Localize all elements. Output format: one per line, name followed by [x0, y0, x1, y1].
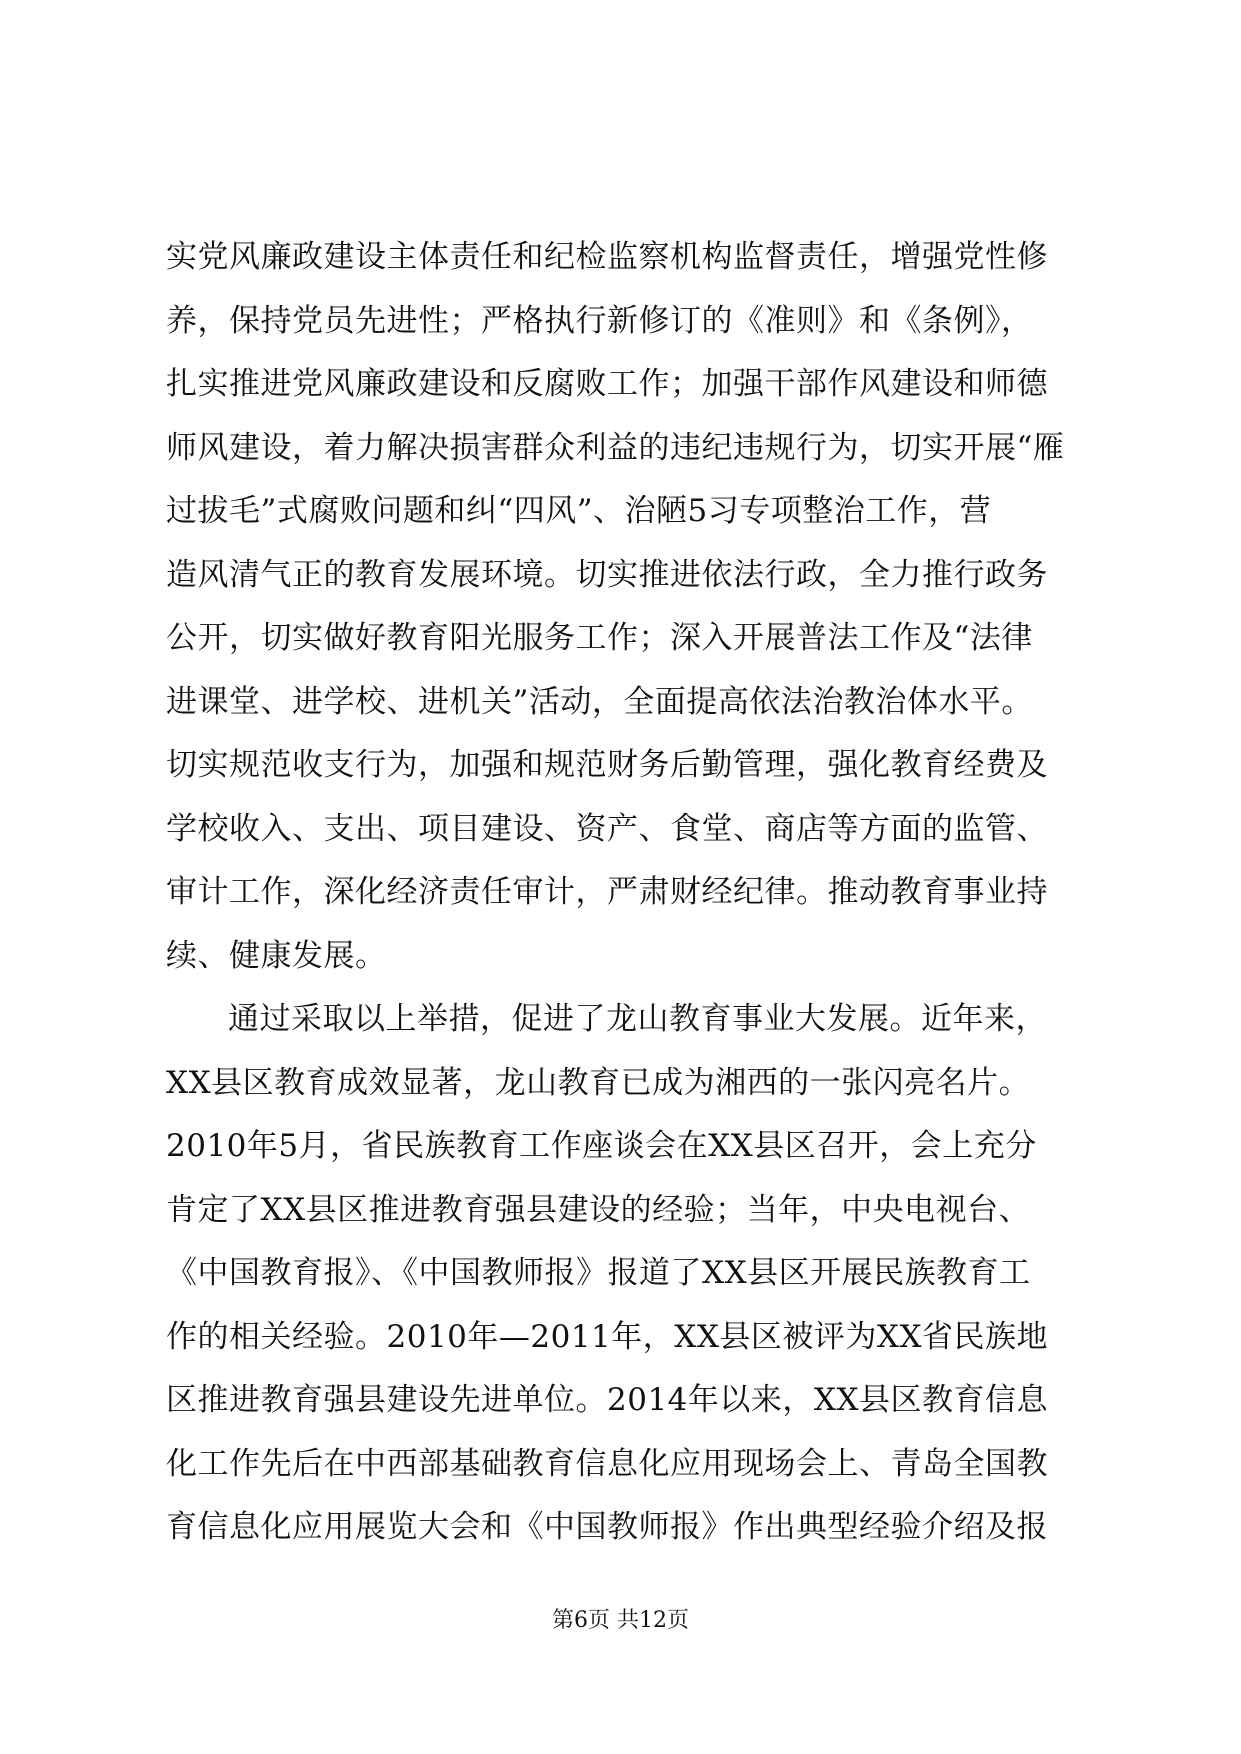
text-line: 《中国教育报》、《中国教师报》报道了XX县区开展民族教育工: [166, 1255, 1031, 1291]
text-line: 养，保持党员先进性；严格执行新修订的《准则》和《条例》，: [166, 302, 1033, 339]
text-line: XX县区教育成效显著，龙山教育已成为湘西的一张闪亮名片。: [166, 1064, 1031, 1101]
text-line: 续、健康发展。: [166, 937, 387, 974]
text-line: 实党风廉政建设主体责任和纪检监察机构监督责任，增强党性修: [166, 239, 1048, 275]
page-number-footer: 第6页 共12页: [552, 1608, 689, 1633]
text-line: 化工作先后在中西部基础教育信息化应用现场会上、青岛全国教: [166, 1445, 1048, 1482]
text-line: 过拔毛”式腐败问题和纠“四风”、治陋5习专项整治工作，营: [166, 493, 992, 529]
paragraph-2: [166, 988, 1086, 1560]
text-line: 扎实推进党风廉政建设和反腐败工作；加强干部作风建设和师德: [166, 366, 1048, 402]
text-line: 造风清气正的教育发展环境。切实推进依法行政，全力推行政务: [166, 556, 1048, 593]
text-line: 肯定了XX县区推进教育强县建设的经验；当年，中央电视台、: [166, 1191, 1031, 1228]
text-line: 2010年5月，省民族教育工作座谈会在XX县区召开，会上充分: [166, 1128, 1037, 1164]
text-line: 师风建设，着力解决损害群众利益的违纪违规行为，切实开展“雁: [166, 429, 1065, 466]
paragraph-1: [166, 226, 1086, 988]
text-line: 审计工作，深化经济责任审计，严肃财经纪律。推动教育事业持: [166, 874, 1048, 910]
text-line: 作的相关经验。2010年—2011年，XX县区被评为XX省民族地: [166, 1318, 1049, 1355]
body-text: [166, 226, 1086, 1560]
text-line: 进课堂、进学校、进机关”活动，全面提高依法治教治体水平。: [166, 683, 1033, 720]
text-line: 通过采取以上举措，促进了龙山教育事业大发展。近年来，: [228, 1001, 1047, 1037]
text-line: 切实规范收支行为，加强和规范财务后勤管理，强化教育经费及: [166, 747, 1048, 783]
text-line: 育信息化应用展览大会和《中国教师报》作出典型经验介绍及报: [166, 1509, 1048, 1545]
text-line: 区推进教育强县建设先进单位。2014年以来，XX县区教育信息: [166, 1382, 1049, 1418]
text-line: 学校收入、支出、项目建设、资产、食堂、商店等方面的监管、: [166, 810, 1048, 847]
text-line: 公开，切实做好教育阳光服务工作；深入开展普法工作及“法律: [166, 620, 1033, 656]
